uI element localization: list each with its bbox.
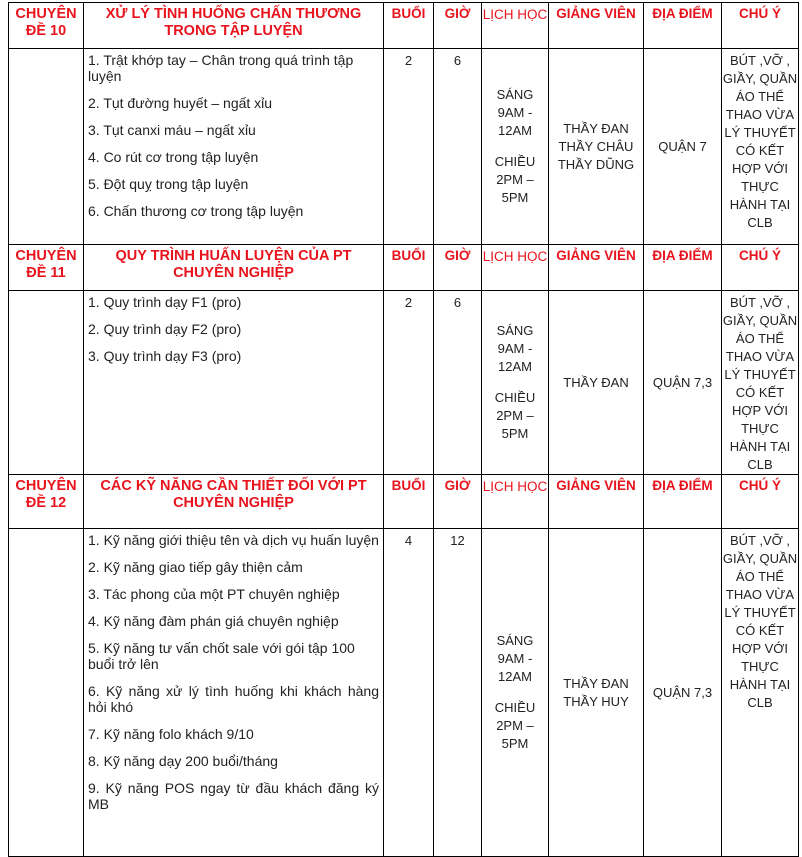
schedule-afternoon: CHIỀU 2PM – 5PM bbox=[494, 154, 536, 205]
header-sessions: BUỔI bbox=[384, 245, 434, 291]
header-instructor: GIẢNG VIÊN bbox=[549, 475, 644, 529]
list-item: 9. Kỹ năng POS ngay từ đầu khách đăng ký MB bbox=[88, 780, 379, 812]
header-sessions: BUỔI bbox=[384, 475, 434, 529]
header-hours: GIỜ bbox=[434, 3, 482, 49]
header-location: ĐỊA ĐIỂM bbox=[644, 475, 722, 529]
header-instructor: GIẢNG VIÊN bbox=[549, 3, 644, 49]
module-body-row bbox=[9, 291, 799, 475]
hours-value: 6 bbox=[434, 49, 482, 245]
list-item: 6. Kỹ năng xử lý tình huống khi khách hàng hỏi khó bbox=[88, 683, 379, 715]
empty-cell bbox=[9, 291, 84, 475]
note-value: BÚT ,VỠ , GIẦY, QUẦN ÁO THỂ THAO VỪA LÝ THUYẾT CÓ KẾT HỢP VỚI THỰC HÀNH TẠI CLB bbox=[722, 49, 799, 245]
module-label: CHUYÊN ĐỀ 11 bbox=[9, 245, 84, 291]
list-item: 4. Kỹ năng đàm phán giá chuyên nghiệp bbox=[88, 613, 339, 629]
schedule-afternoon: CHIỀU 2PM – 5PM bbox=[494, 700, 536, 751]
header-schedule: LỊCH HỌC bbox=[482, 245, 549, 291]
list-item: 8. Kỹ năng dạy 200 buổi/tháng bbox=[88, 753, 278, 769]
list-item: 1. Trật khớp tay – Chân trong quá trình tập luyện bbox=[88, 52, 354, 84]
header-hours: GIỜ bbox=[434, 475, 482, 529]
module-items bbox=[84, 49, 384, 245]
list-item: 3. Tác phong của một PT chuyên nghiệp bbox=[88, 586, 340, 602]
header-location: ĐỊA ĐIỂM bbox=[644, 3, 722, 49]
list-item: 7. Kỹ năng folo khách 9/10 bbox=[88, 726, 254, 742]
schedule-morning: SÁNG 9AM - 12AM bbox=[496, 323, 534, 374]
instructor-value: THẦY ĐAN THẦY CHÂU THẦY DŨNG bbox=[549, 49, 644, 245]
schedule-morning: SÁNG 9AM - 12AM bbox=[496, 633, 534, 684]
module-header-row bbox=[9, 245, 799, 291]
header-schedule: LỊCH HỌC bbox=[482, 475, 549, 529]
list-item: 1. Kỹ năng giới thiệu tên và dịch vụ huấn luyện bbox=[88, 532, 379, 548]
module-label: CHUYÊN ĐỀ 10 bbox=[9, 3, 84, 49]
module-title: XỬ LÝ TÌNH HUỐNG CHẤN THƯƠNG TRONG TẬP LUYỆN bbox=[84, 3, 384, 49]
list-item: 5. Kỹ năng tư vấn chốt sale với gói tập 100 buổi trở lên bbox=[88, 640, 355, 672]
list-item: 3. Tụt canxi máu – ngất xỉu bbox=[88, 122, 256, 138]
list-item: 2. Tụt đường huyết – ngất xỉu bbox=[88, 95, 273, 111]
header-hours: GIỜ bbox=[434, 245, 482, 291]
header-instructor: GIẢNG VIÊN bbox=[549, 245, 644, 291]
list-item: 4. Co rút cơ trong tập luyện bbox=[88, 149, 259, 165]
module-title: QUY TRÌNH HUẤN LUYỆN CỦA PT CHUYÊN NGHIỆP bbox=[84, 245, 384, 291]
hours-value: 12 bbox=[434, 529, 482, 857]
sessions-value: 2 bbox=[384, 49, 434, 245]
sessions-value: 4 bbox=[384, 529, 434, 857]
header-note: CHÚ Ý bbox=[722, 245, 799, 291]
note-value: BÚT ,VỠ , GIẦY, QUẦN ÁO THỂ THAO VỪA LÝ THUYẾT CÓ KẾT HỢP VỚI THỰC HÀNH TẠI CLB bbox=[722, 529, 799, 857]
location-value: QUẬN 7,3 bbox=[644, 291, 722, 475]
module-items bbox=[84, 291, 384, 475]
list-item: 5. Đột quỵ trong tập luyện bbox=[88, 176, 249, 192]
header-note: CHÚ Ý bbox=[722, 475, 799, 529]
empty-cell bbox=[9, 49, 84, 245]
list-item: 6. Chấn thương cơ trong tập luyện bbox=[88, 203, 304, 219]
schedule-value bbox=[482, 49, 549, 245]
header-note: CHÚ Ý bbox=[722, 3, 799, 49]
schedule-afternoon: CHIỀU 2PM – 5PM bbox=[494, 390, 536, 441]
module-header-row bbox=[9, 3, 799, 49]
module-items bbox=[84, 529, 384, 857]
header-location: ĐỊA ĐIỂM bbox=[644, 245, 722, 291]
header-sessions: BUỔI bbox=[384, 3, 434, 49]
location-value: QUẬN 7,3 bbox=[644, 529, 722, 857]
empty-cell bbox=[9, 529, 84, 857]
module-label: CHUYÊN ĐỀ 12 bbox=[9, 475, 84, 529]
schedule-value bbox=[482, 291, 549, 475]
location-value: QUẬN 7 bbox=[644, 49, 722, 245]
list-item: 2. Kỹ năng giao tiếp gây thiện cảm bbox=[88, 559, 303, 575]
module-body-row bbox=[9, 529, 799, 857]
module-header-row bbox=[9, 475, 799, 529]
module-title: CÁC KỸ NĂNG CẦN THIẾT ĐỐI VỚI PT CHUYÊN NGHIỆP bbox=[84, 475, 384, 529]
hours-value: 6 bbox=[434, 291, 482, 475]
schedule-value bbox=[482, 529, 549, 857]
list-item: 2. Quy trình dạy F2 (pro) bbox=[88, 321, 242, 337]
curriculum-table bbox=[8, 2, 799, 857]
schedule-morning: SÁNG 9AM - 12AM bbox=[496, 87, 534, 138]
instructor-value: THẦY ĐAN bbox=[549, 291, 644, 475]
instructor-value: THẦY ĐAN THẦY HUY bbox=[549, 529, 644, 857]
sessions-value: 2 bbox=[384, 291, 434, 475]
list-item: 1. Quy trình dạy F1 (pro) bbox=[88, 294, 242, 310]
header-schedule: LỊCH HỌC bbox=[482, 3, 549, 49]
list-item: 3. Quy trình dạy F3 (pro) bbox=[88, 348, 242, 364]
module-body-row bbox=[9, 49, 799, 245]
note-value: BÚT ,VỠ , GIẦY, QUẦN ÁO THỂ THAO VỪA LÝ THUYẾT CÓ KẾT HỢP VỚI THỰC HÀNH TẠI CLB bbox=[722, 291, 799, 475]
